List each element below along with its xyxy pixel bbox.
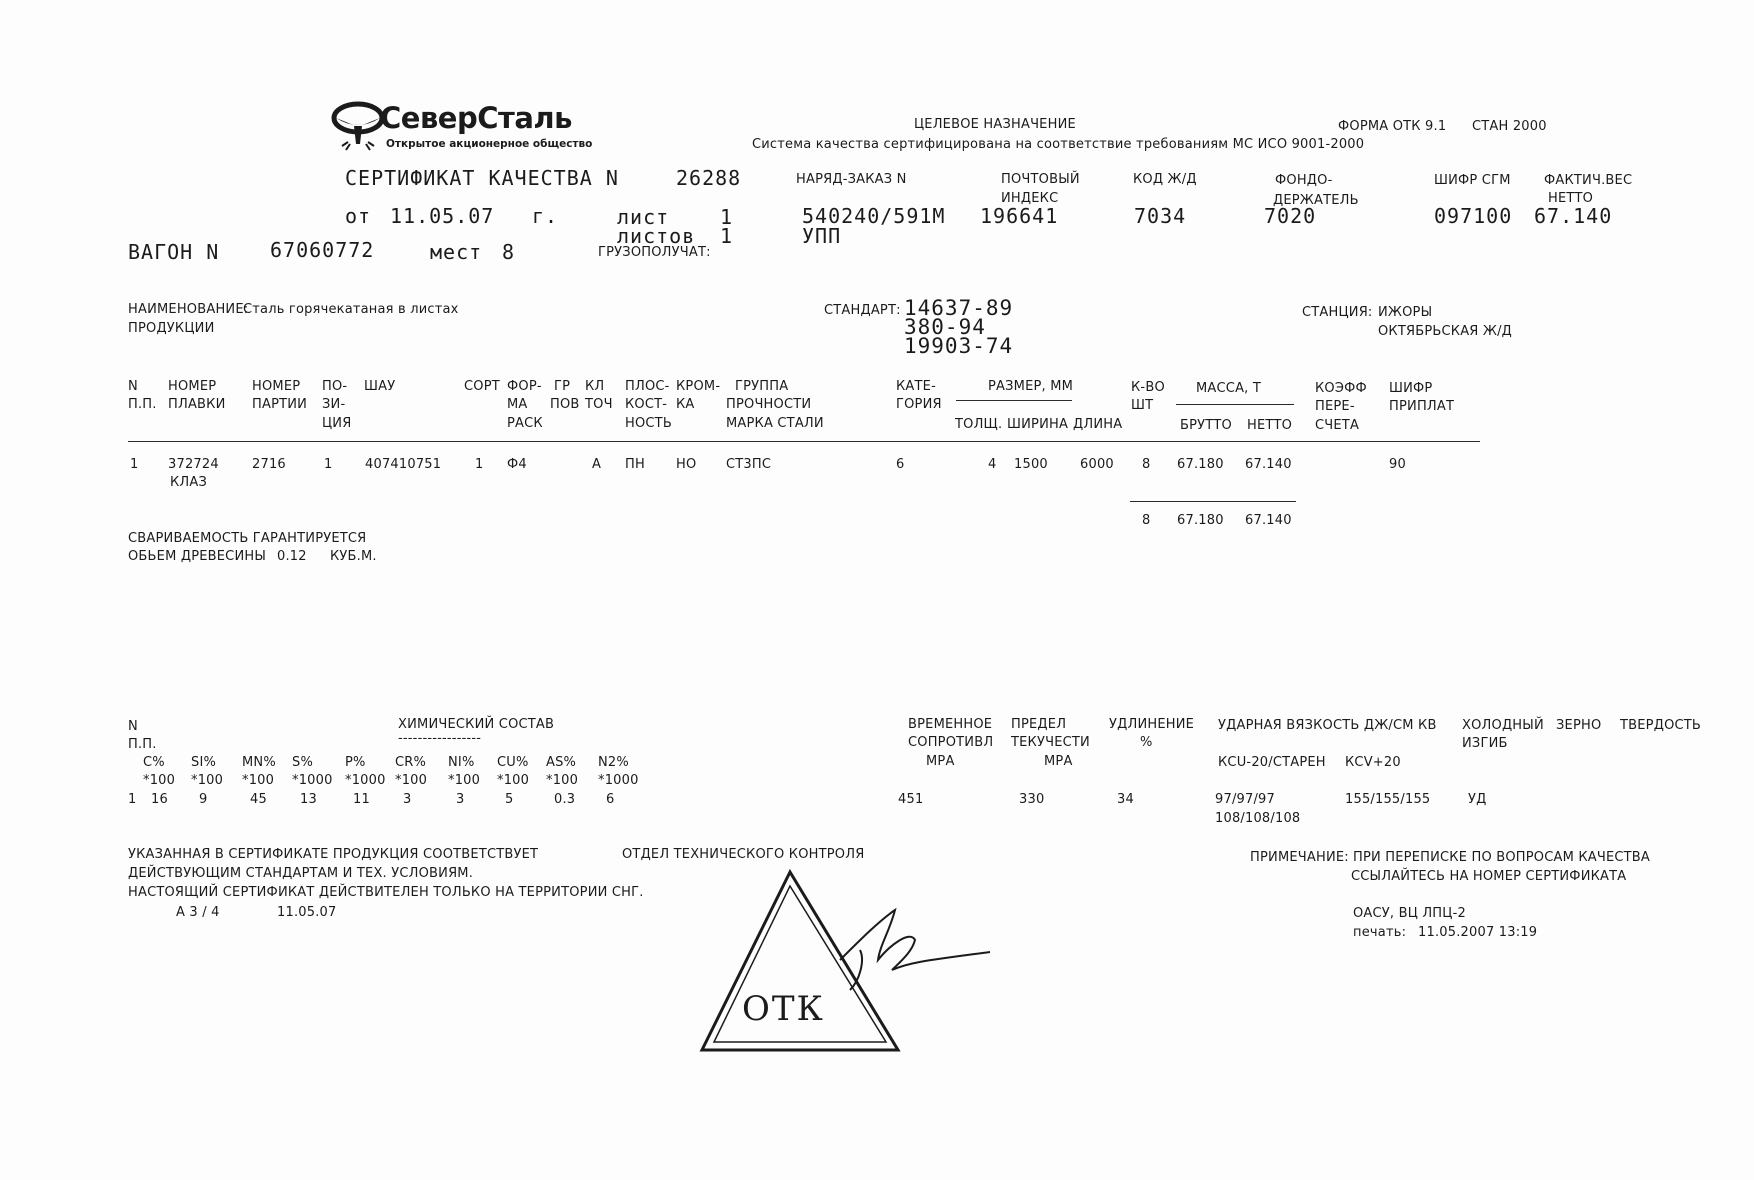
wood-value: 0.12 — [277, 549, 307, 564]
th-width: ШИРИНА — [1007, 417, 1069, 432]
chem-value-2: 45 — [250, 792, 267, 807]
print-date: 11.05.2007 13:19 — [1418, 925, 1538, 940]
form-label: ФОРМА ОТК 9.1 — [1338, 119, 1447, 134]
cell-cipher: 90 — [1389, 457, 1406, 472]
total-gross: 67.180 — [1177, 513, 1224, 528]
total-net: 67.140 — [1245, 513, 1292, 528]
sgm-value: 097100 — [1434, 204, 1513, 228]
th-strength-1: ГРУППА — [735, 379, 789, 394]
order-sub: УПП — [802, 224, 842, 248]
chem-n-2: П.П. — [128, 737, 157, 752]
th-kl-2: ТОЧ — [585, 397, 613, 412]
chem-multiplier-1: *100 — [191, 773, 224, 788]
th-edge-2: КА — [676, 397, 695, 412]
postal-value: 196641 — [980, 204, 1059, 228]
tensile-label-1: ВРЕМЕННОЕ — [908, 717, 993, 732]
yield-label-3: МРА — [1044, 754, 1073, 769]
cell-heat-sub: КЛАЗ — [170, 475, 208, 490]
impact-a-label: КСU-20/СТАРЕН — [1218, 755, 1326, 770]
th-n-2: П.П. — [128, 397, 157, 412]
cell-length: 6000 — [1080, 457, 1114, 472]
weldability-note: СВАРИВАЕМОСТЬ ГАРАНТИРУЕТСЯ — [128, 531, 367, 546]
fund-label-1: ФОНДО- — [1275, 173, 1333, 188]
station-label: СТАНЦИЯ: — [1302, 305, 1373, 320]
footer-code-date: 11.05.07 — [277, 905, 337, 920]
chem-element-2: MN% — [242, 755, 276, 770]
yield-label-2: ТЕКУЧЕСТИ — [1011, 735, 1090, 750]
conformity-line-1: УКАЗАННАЯ В СЕРТИФИКАТЕ ПРОДУКЦИЯ СООТВЕТСТВУЕТ — [128, 847, 539, 862]
note-line-2: ССЫЛАЙТЕСЬ НА НОМЕР СЕРТИФИКАТА — [1351, 869, 1627, 884]
grain-label: ЗЕРНО — [1556, 718, 1602, 733]
elong-label-2: % — [1140, 735, 1153, 750]
tensile-value: 451 — [898, 792, 924, 807]
th-n-1: N — [128, 379, 138, 394]
th-batch-1: НОМЕР — [252, 379, 301, 394]
chem-multiplier-5: *100 — [395, 773, 428, 788]
footer-code: А 3 / 4 — [176, 905, 220, 920]
product-name-label-2: ПРОДУКЦИИ — [128, 321, 215, 336]
weight-value: 67.140 — [1534, 204, 1613, 228]
oasu-text: ОАСУ, ВЦ ЛПЦ-2 — [1353, 906, 1466, 921]
conformity-line-3: НАСТОЯЩИЙ СЕРТИФИКАТ ДЕЙСТВИТЕЛЕН ТОЛЬКО НА ТЕРРИТОРИИ СНГ. — [128, 885, 644, 900]
th-coef-1: КОЭФФ — [1315, 381, 1367, 396]
th-qty-1: К-ВО — [1131, 380, 1165, 395]
places-label: мест — [430, 240, 483, 264]
table-header-rule — [128, 441, 1480, 442]
cell-gross: 67.180 — [1177, 457, 1224, 472]
chem-multiplier-2: *100 — [242, 773, 275, 788]
certificate-title: СЕРТИФИКАТ КАЧЕСТВА N — [345, 166, 619, 190]
chem-value-4: 11 — [353, 792, 370, 807]
yield-label-1: ПРЕДЕЛ — [1011, 717, 1067, 732]
postal-label-2: ИНДЕКС — [1001, 191, 1059, 206]
th-heat-2: ПЛАВКИ — [168, 397, 226, 412]
cell-cat: 6 — [896, 457, 905, 472]
cell-pos: 1 — [324, 457, 333, 472]
stamp-text: ОТК — [742, 989, 825, 1029]
impact-b-value: 155/155/155 — [1345, 792, 1431, 807]
cell-n: 1 — [130, 457, 139, 472]
quality-system-text: Система качества сертифицирована на соответствие требованиям МС ИСО 9001-2000 — [752, 137, 1365, 152]
product-name-label: НАИМЕНОВАНИЕ: — [128, 302, 249, 317]
chem-row-n: 1 — [128, 792, 137, 807]
cell-form: Ф4 — [507, 457, 527, 472]
note-label: ПРИМЕЧАНИЕ: — [1250, 850, 1349, 865]
chem-multiplier-0: *100 — [143, 773, 176, 788]
th-cat-1: КАТЕ- — [896, 379, 936, 394]
conformity-line-2: ДЕЙСТВУЮЩИМ СТАНДАРТАМ И ТЕХ. УСЛОВИЯМ. — [128, 866, 474, 881]
th-gr-1: ГР — [554, 379, 571, 394]
cell-strength: СТ3ПС — [726, 457, 772, 472]
th-form-1: ФОР- — [507, 379, 542, 394]
chem-multiplier-7: *100 — [497, 773, 530, 788]
date-suffix: г. — [532, 204, 559, 228]
th-kl-1: КЛ — [585, 379, 605, 394]
th-thick: ТОЛЩ. — [955, 417, 1003, 432]
chem-element-6: NI% — [448, 755, 475, 770]
cell-edge: НО — [676, 457, 697, 472]
wood-unit: КУБ.М. — [330, 549, 377, 564]
logo-subtitle: Открытое акционерное общество — [386, 138, 593, 150]
weight-label-2: НЕТТО — [1548, 191, 1594, 206]
cell-qty: 8 — [1142, 457, 1151, 472]
th-flat-2: КОСТ- — [625, 397, 668, 412]
chem-multiplier-4: *1000 — [345, 773, 386, 788]
standard-1: 14637-89 — [904, 296, 1014, 320]
cell-kl: А — [592, 457, 602, 472]
elong-value: 34 — [1117, 792, 1134, 807]
station-2: ОКТЯБРЬСКАЯ Ж/Д — [1378, 324, 1513, 339]
th-edge-1: КРОМ- — [676, 379, 721, 394]
fund-value: 7020 — [1264, 204, 1317, 228]
chem-element-8: AS% — [546, 755, 577, 770]
chem-value-3: 13 — [300, 792, 317, 807]
th-pos-1: ПО- — [322, 379, 348, 394]
standard-2: 380-94 — [904, 315, 986, 339]
th-form-2: МА — [507, 397, 528, 412]
th-flat-3: НОСТЬ — [625, 416, 672, 431]
date-prefix: от — [345, 204, 372, 228]
chem-value-5: 3 — [403, 792, 412, 807]
wagon-label: ВАГОН N — [128, 240, 220, 264]
chem-element-5: CR% — [395, 755, 427, 770]
sheets-value: 1 — [720, 224, 734, 248]
total-rule — [1130, 501, 1296, 502]
wood-label: ОБЬЕМ ДРЕВЕСИНЫ — [128, 549, 267, 564]
elong-label-1: УДЛИНЕНИЕ — [1109, 717, 1195, 732]
hardness-label: ТВЕРДОСТЬ — [1620, 718, 1702, 733]
chem-title-underline: ----------------- — [398, 731, 482, 746]
station-1: ИЖОРЫ — [1378, 305, 1433, 320]
chem-value-7: 5 — [505, 792, 514, 807]
th-strength-2: ПРОЧНОСТИ — [726, 397, 812, 412]
sheet-value: 1 — [720, 205, 734, 229]
cell-thick: 4 — [988, 457, 997, 472]
total-qty: 8 — [1142, 513, 1151, 528]
th-pos-2: ЗИ- — [322, 397, 346, 412]
tensile-label-3: МРА — [926, 754, 955, 769]
yield-value: 330 — [1019, 792, 1045, 807]
th-coef-3: СЧЕТА — [1315, 418, 1360, 433]
sheets-label: листов — [617, 224, 696, 248]
th-cipher-2: ПРИПЛАТ — [1389, 399, 1455, 414]
impact-label: УДАРНАЯ ВЯЗКОСТЬ ДЖ/СМ КВ — [1218, 718, 1437, 733]
th-heat-1: НОМЕР — [168, 379, 217, 394]
bend-value: УД — [1468, 792, 1487, 807]
th-batch-2: ПАРТИИ — [252, 397, 308, 412]
chem-element-4: P% — [345, 755, 366, 770]
consignee-label: ГРУЗОПОЛУЧАТ: — [598, 245, 711, 260]
sgm-label: ШИФР СГМ — [1434, 173, 1511, 188]
signature-icon — [820, 890, 1000, 1010]
order-label: НАРЯД-ЗАКАЗ N — [796, 172, 907, 187]
postal-label-1: ПОЧТОВЫЙ — [1001, 172, 1080, 187]
th-cipher-1: ШИФР — [1389, 381, 1433, 396]
wagon-number: 67060772 — [270, 238, 375, 262]
chem-value-6: 3 — [456, 792, 465, 807]
standard-3: 19903-74 — [904, 334, 1014, 358]
th-gross: БРУТТО — [1180, 418, 1232, 433]
th-sort: СОРТ — [464, 379, 500, 394]
chem-element-0: С% — [143, 755, 165, 770]
logo-company-name: СеверСталь — [380, 101, 572, 135]
mass-header-rule — [1176, 404, 1294, 405]
print-label: печать: — [1353, 925, 1407, 940]
sheet-label: лист — [617, 205, 670, 229]
chem-multiplier-6: *100 — [448, 773, 481, 788]
chem-title: ХИМИЧЕСКИЙ СОСТАВ — [398, 717, 555, 732]
th-form-3: РАСК — [507, 416, 543, 431]
chem-value-1: 9 — [199, 792, 208, 807]
places-value: 8 — [502, 240, 516, 264]
severstal-logo — [330, 98, 620, 158]
cell-heat: 372724 — [168, 457, 219, 472]
th-mass: МАССА, Т — [1196, 381, 1261, 396]
chem-multiplier-3: *1000 — [292, 773, 333, 788]
fund-label-2: ДЕРЖАТЕЛЬ — [1273, 193, 1359, 208]
cell-sort: 1 — [475, 457, 484, 472]
chem-multiplier-8: *100 — [546, 773, 579, 788]
chem-element-1: SI% — [191, 755, 217, 770]
certificate-date: 11.05.07 — [390, 204, 495, 228]
note-line-1: ПРИ ПЕРЕПИСКЕ ПО ВОПРОСАМ КАЧЕСТВА — [1353, 850, 1651, 865]
th-length: ДЛИНА — [1073, 417, 1123, 432]
weight-label-1: ФАКТИЧ.ВЕС — [1544, 173, 1633, 188]
mill-label: СТАН 2000 — [1472, 119, 1547, 134]
th-gr-2: ПОВ — [550, 397, 580, 412]
cell-width: 1500 — [1014, 457, 1048, 472]
product-name-value: Сталь горячекатаная в листах — [243, 302, 459, 317]
chem-value-8: 0.3 — [554, 792, 576, 807]
standard-label: СТАНДАРТ: — [824, 303, 901, 318]
th-qty-2: ШТ — [1131, 398, 1154, 413]
cell-batch: 2716 — [252, 457, 286, 472]
cell-net: 67.140 — [1245, 457, 1292, 472]
th-flat-1: ПЛОС- — [625, 379, 670, 394]
th-size: РАЗМЕР, ММ — [988, 379, 1074, 394]
th-cat-2: ГОРИЯ — [896, 397, 942, 412]
size-header-rule — [956, 400, 1072, 401]
rail-code-value: 7034 — [1134, 204, 1187, 228]
purpose-label: ЦЕЛЕВОЕ НАЗНАЧЕНИЕ — [914, 117, 1076, 132]
th-net: НЕТТО — [1247, 418, 1293, 433]
chem-n-1: N — [128, 719, 138, 734]
qc-department: ОТДЕЛ ТЕХНИЧЕСКОГО КОНТРОЛЯ — [622, 847, 865, 862]
chem-multiplier-9: *1000 — [598, 773, 639, 788]
chem-element-9: N2% — [598, 755, 629, 770]
cell-flat: ПН — [625, 457, 645, 472]
impact-b-label: КСV+20 — [1345, 755, 1401, 770]
chem-element-3: S% — [292, 755, 314, 770]
chem-value-9: 6 — [606, 792, 615, 807]
th-pos-3: ЦИЯ — [322, 416, 352, 431]
chem-value-0: 16 — [151, 792, 168, 807]
th-strength-3: МАРКА СТАЛИ — [726, 416, 824, 431]
impact-a-value-2: 108/108/108 — [1215, 811, 1301, 826]
tensile-label-2: СОПРОТИВЛ — [908, 735, 994, 750]
chem-element-7: CU% — [497, 755, 529, 770]
rail-code-label: КОД Ж/Д — [1133, 172, 1197, 187]
th-shau: ШАУ — [364, 379, 396, 394]
order-value: 540240/591М — [802, 204, 946, 228]
th-coef-2: ПЕРЕ- — [1315, 399, 1355, 414]
cell-shau: 407410751 — [365, 457, 442, 472]
bend-label-1: ХОЛОДНЫЙ — [1462, 718, 1544, 733]
bend-label-2: ИЗГИБ — [1462, 736, 1508, 751]
impact-a-value-1: 97/97/97 — [1215, 792, 1275, 807]
certificate-number: 26288 — [676, 166, 742, 190]
